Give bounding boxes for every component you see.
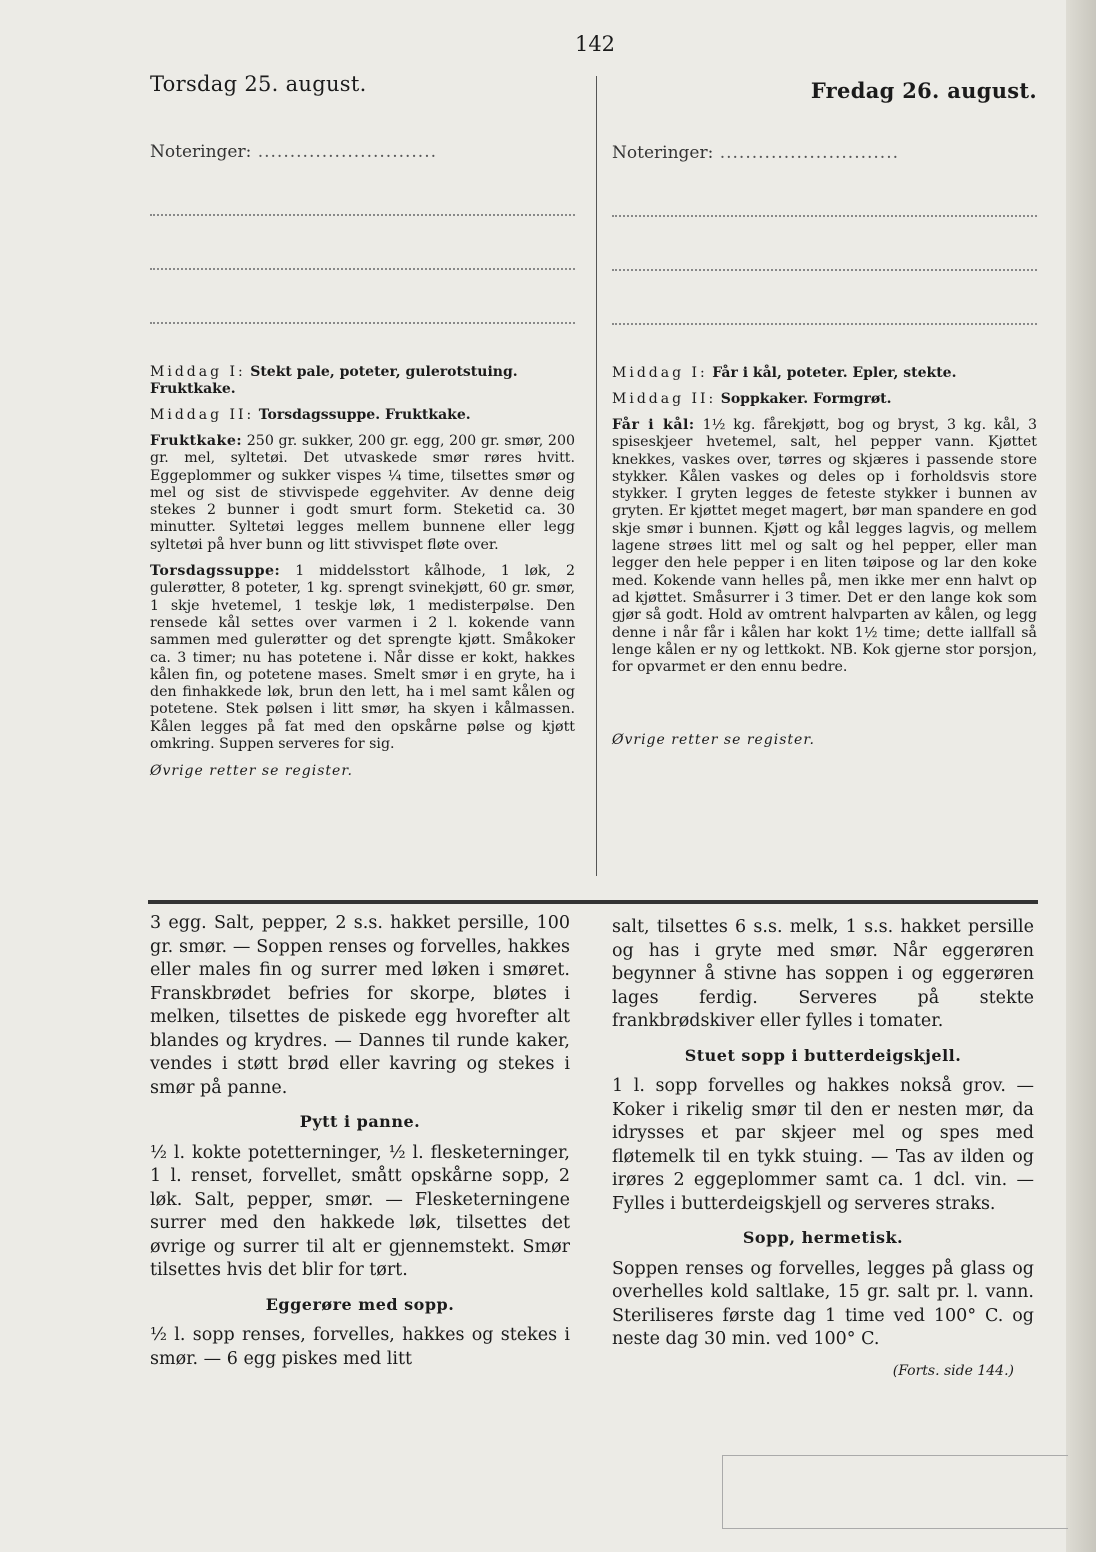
middag-label: Middag II: [150,407,255,423]
friday-column [612,78,1037,749]
recipe-title: Sopp, hermetisk. [742,1228,904,1247]
recipe-name: Torsdagssuppe: [150,563,281,580]
recipe-text: 1½ kg. fårekjøtt, bog og bryst, 3 kg. kål, 3 spiseskjeer hvetemel, salt, hel pepper vann. Kjøttet knekkes, vaskes over, tørres og skjæres i passende store stykker. Kålen vaskes og deles op i forholdsvis store stykker. I gryten legges de feteste stykker i bunnen av gryten. Er kjøttet meget magert, bør man spandere en god skje smør i bunnen. Kjøtt og kål legges lagvis, og mellem lagene strøes litt mel og salt og hel pepper, eller man legger den hele pepper i en liten tøipose og lar den koke med. Kokende vann helles på, men ikke mer enn halvt op ad kjøttet. Småsurrer i 3 timer. Det er den lange kok som gjør så godt. Hold av omtrent halvparten av kålen, og legg denne i når får i kålen har kokt 1½ time; dette iallfall så lenge kålen er ny og lettkokt. NB. Kok gjerne stor porsjon, for opvarmet er den ennu bedre. [612,417,1038,676]
middag-text: Får i kål, poteter. Epler, stekte. [712,365,957,381]
notes-label: Noteringer: ..... [612,143,1037,163]
continued-note: (Forts. side 144.) [892,1362,1014,1379]
recipe-text: 3 egg. Salt, pepper, 2 s.s. hakket persille, 100 gr. smør. — Soppen renses og forvelles, hakkes eller males fin og surrer med løken i smøret. Franskbrødet befries for skorpe, bløtes i melken, tilsettes de piskede egg hvorefter alt blandes og krydres. — Dannes til runde kaker, vendes i støtt brød eller kavring og stekes i smør på panne. [150,913,570,1098]
page-edge [1066,0,1096,1552]
recipe-text: 1 middelsstort kålhode, 1 løk, 2 gulerøtter, 8 poteter, 1 kg. sprengt svinekjøtt, 60 gr. smør, 1 skje hvetemel, 1 teskje løk, 1 medisterpølse. Den rensede kål settes over varmen i 2 l. kokende vann sammen med gulerøtter og det sprengte kjøtt. Småkoker ca. 3 timer; nu has potetene i. Når disse er kokt, hakkes kålen fin, og potetene mases. Smelt smør i en gryte, ha i den finhakkede løk, brun den lett, ha i mel samt kålen og potetene. Stek pølsen i litt smør, ha skyen i kålmassen. Kålen legges på fat med den opskårne pølse og kjøtt omkring. Suppen serveres for sig. [150,563,575,753]
day-title: Fredag 26. august. [810,78,1037,103]
horizontal-rule [148,900,1038,904]
middag-label: Middag I: [612,365,708,381]
notes-line [612,323,1037,325]
lower-left-column [150,912,570,1371]
middag-text: Stekt pale, poteter, gulerotstuing. Fruktkake. [150,364,518,397]
recipe-text: ½ l. sopp renses, forvelles, hakkes og stekes i smør. — 6 egg piskes med litt [150,1325,570,1369]
recipe-title: Stuet sopp i butterdeigskjell. [684,1045,962,1065]
middag-text: Soppkaker. Formgrøt. [720,391,892,407]
column-divider [596,76,597,876]
notes-line [150,268,575,270]
thursday-column [150,72,575,780]
day-title: Torsdag 25. august. [150,72,367,96]
notes-label: Noteringer: ..... [150,142,575,162]
recipe-title: Pytt i panne. [299,1112,421,1131]
recipe-text: Soppen renses og forvelles, legges på glass og overhelles kold saltlake, 15 gr. salt pr. l. vann. Steriliseres første dag 1 time ved 100° C. og neste dag 30 min. ved 100° C. [612,1258,1034,1349]
lower-right-column [612,916,1034,1383]
recipe-name: Fruktkake: [150,433,243,449]
notes-line [612,215,1037,217]
notes-line [612,269,1037,271]
stamp-frame [722,1455,1068,1529]
page-number: 142 [574,32,616,56]
recipe-text: 1 l. sopp forvelles og hakkes nokså grov. — Koker i rikelig smør til den er nesten mør, da idrysses et par skjeer mel og spes med fløtemelk til en tykk stuing. — Tas av ilden og irøres 2 eggeplommer samt ca. 1 dcl. vin. — Fylles i butterdeigskjell og serveres straks. [612,1076,1034,1214]
menu [612,365,1037,749]
middag-label: Middag I: [150,364,246,380]
register-note: Øvrige retter se register. [612,732,815,749]
menu [150,364,575,780]
register-note: Øvrige retter se register. [150,763,353,780]
notes-line [150,322,575,324]
notes-line [150,214,575,216]
recipe-title: Eggerøre med sopp. [265,1294,455,1314]
middag-text: Torsdagssuppe. Fruktkake. [258,407,471,423]
recipe-text: ½ l. kokte potetterninger, ½ l. flesketerninger, 1 l. renset, forvellet, smått opskårne sopp, 2 løk. Salt, pepper, smør. — Flesketerningene surrer med den hakkede løk, tilsettes det øvrige og surrer til alt er gjennemstekt. Smør tilsettes hvis det blir for tørt. [150,1142,570,1280]
recipe-name: Får i kål: [612,417,695,433]
recipe-text: salt, tilsettes 6 s.s. melk, 1 s.s. hakket persille og has i gryte med smør. Når eggerøren begynner å stivne has soppen i og eggerøren lages ferdig. Serveres på stekte frankbrødskiver eller fylles i tomater. [612,917,1034,1031]
middag-label: Middag II: [612,391,717,407]
recipe-text: 250 gr. sukker, 200 gr. egg, 200 gr. smør, 200 gr. mel, syltetøi. Det utvaskede smør røres hvitt. Eggeplommer og sukker vispes ¼ time, tilsettes smør og mel og sist de stivvispede eggehviter. Av denne deig stekes 2 bunner i godt smurt form. Steketid ca. 30 minutter. Syltetøi legges mellem bunnene eller legg syltetøi på hver bunn og litt stivvispet fløte over. [150,433,575,553]
